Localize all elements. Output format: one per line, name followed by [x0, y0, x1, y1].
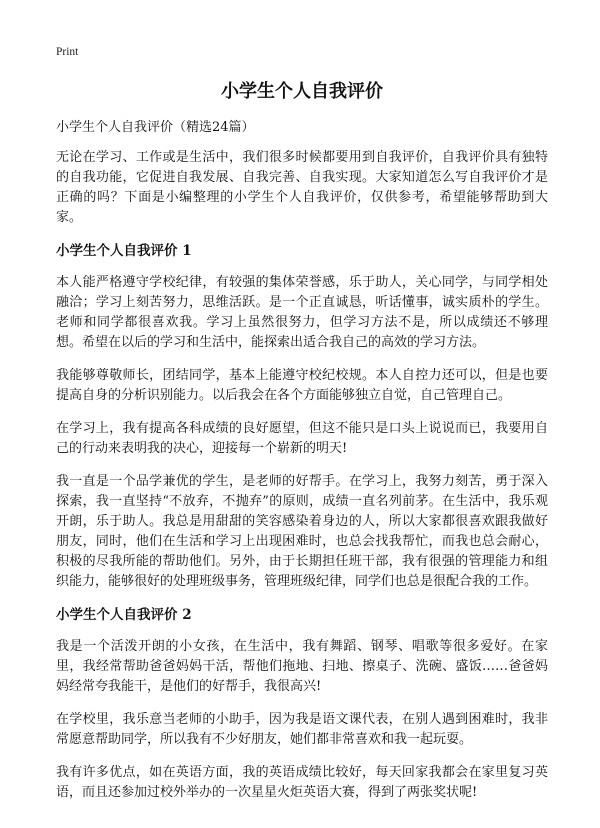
document-title: 小学生个人自我评价 — [221, 81, 383, 102]
document-subtitle: 小学生个人自我评价（精选24篇） — [56, 120, 255, 135]
section-heading-2: 小学生个人自我评价 2 — [56, 607, 192, 623]
document-body — [56, 148, 548, 816]
section-2-paragraph-1: 我是一个活泼开朗的小女孩，在生活中，我有舞蹈、钢琴、唱歌等很多爱好。在家里，我经常帮助爸爸妈妈干活，帮他们拖地、扫地、擦桌子、洗碗、盛饭……爸爸妈妈经常夸我能干，是他们的好帮手，我很高兴! — [56, 639, 548, 694]
section-1-paragraph-1: 本人能严格遵守学校纪律，有较强的集体荣誉感，乐于助人，关心同学，与同学相处融洽；学习上刻苦努力，思维活跃。是一个正直诚恳，听话懂事，诚实质朴的学生。老师和同学都很喜欢我。学习上虽然很努力，但学习方法不是，所以成绩还不够理想。希望在以后的学习和生活中，能探索出适合我自己的高效的学习方法。 — [56, 275, 548, 350]
section-1-paragraph-2: 我能够尊敬师长，团结同学，基本上能遵守校纪校规。本人自控力还可以，但是也要提高自身的分析识别能力。以后我会在各个方面能够独立自觉，自己管理自己。 — [56, 368, 548, 403]
intro-paragraph: 无论在学习、工作或是生活中，我们很多时候都要用到自我评价，自我评价具有独特的自我功能，它促进自我发展、自我完善、自我实现。大家知道怎么写自我评价才是正确的吗？下面是小编整理的小学生个人自我评价，仅供参考，希望能够帮助到大家。 — [56, 150, 548, 225]
section-1-paragraph-4: 我一直是一个品学兼优的学生，是老师的好帮手。在学习上，我努力刻苦，勇于深入探索，我一直坚持“不放弃，不抛弃”的原则，成绩一直名列前茅。在生活中，我乐观开朗，乐于助人。我总是用甜甜的笑容感染着身边的人，所以大家都很喜欢跟我做好朋友，同时，他们在生活和学习上出现困难时，也总会找我帮忙，而我也总会耐心，积极的尽我所能的帮助他们。另外，由于长期担任班干部，我有很强的管理能力和组织能力，能够很好的处理班级事务，管理班级纪律，同学们也总是很配合我的工作。 — [56, 474, 548, 589]
section-1-paragraph-3: 在学习上，我有提高各科成绩的良好愿望，但这不能只是口头上说说而已，我要用自己的行动来表明我的决心，迎接每一个崭新的明天! — [56, 421, 548, 456]
section-2-paragraph-3: 我有许多优点，如在英语方面，我的英语成绩比较好，每天回家我都会在家里复习英语，而且还参加过校外举办的一次星星火炬英语大赛，得到了两张奖状呢! — [56, 765, 548, 800]
section-heading-1: 小学生个人自我评价 1 — [56, 243, 192, 259]
print-link[interactable]: Print — [56, 46, 79, 58]
section-2-paragraph-2: 在学校里，我乐意当老师的小助手，因为我是语文课代表，在别人遇到困难时，我非常愿意帮助同学，所以我有不少好朋友，她们都非常喜欢和我一起玩耍。 — [56, 712, 548, 747]
